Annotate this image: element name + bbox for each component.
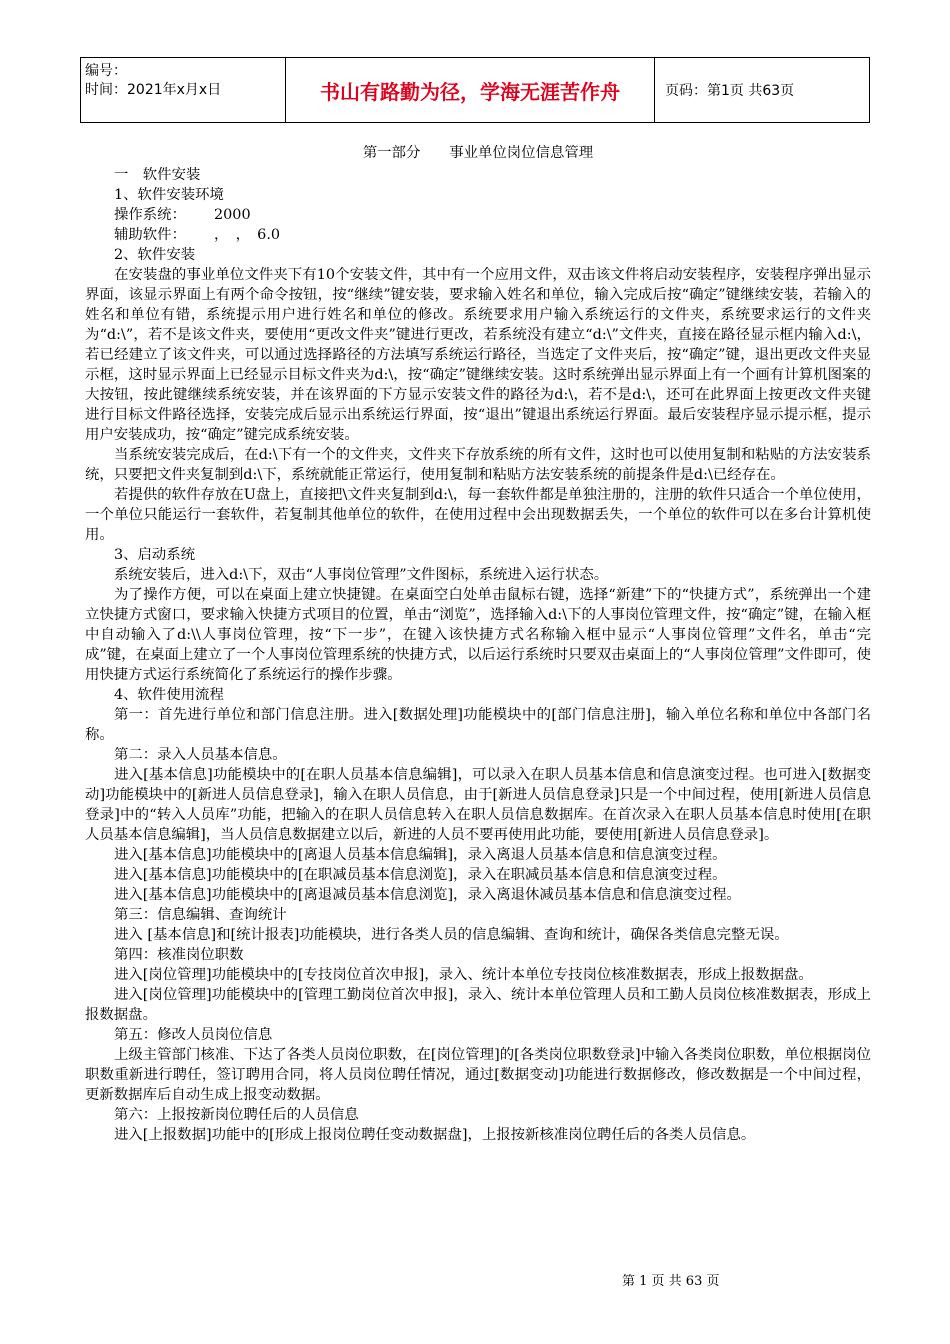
paragraph: 进入 [基本信息]和[统计报表]功能模块，进行各类人员的信息编辑、查询和统计，确保各类信息完整无误。 [114,927,789,943]
os-value: 2000 [214,207,251,223]
paragraph: 上级主管部门核准、下达了各类人员岗位职数，在[岗位管理]的[各类岗位职数登录]中输入各类岗位职数，单位根据岗位职数重新进行聘任，签订聘用合同，将人员岗位聘任情况，通过[数据变动]功能进行数据修改，修改数据是一个中间过程，更新数据库后自动生成上报变动数据。 [85,1047,871,1103]
paragraph: 进入[基本信息]功能模块中的[离退减员基本信息浏览]，录入离退休减员基本信息和信息演变过程。 [114,887,741,903]
doc-title: 第一部分 事业单位岗位信息管理 [362,145,594,161]
aux-row [85,225,871,245]
paragraph: 进入[岗位管理]功能模块中的[管理工勤岗位首次申报]，录入、统计本单位管理人员和工勤人员岗位核准数据表，形成上报数据盘。 [85,987,871,1023]
os-row [85,205,871,225]
paragraph: 为了操作方便，可以在桌面上建立快捷键。在桌面空白处单击鼠标右键，选择“新建”下的“快捷方式”，系统弹出一个建立快捷方式窗口，要求输入快捷方式项目的位置，单击“浏览”，选择输入d:\下的人事岗位管理文件，按“确定”键，在输入框中自动输入了d:\\人事岗位管理，按“下一步”，在键入该快捷方式名称输入框中显示“人事岗位管理”文件名，单击“完成”键，在桌面上建立了一个人事岗位管理系统的快捷方式，以后运行系统时只要双击桌面上的“人事岗位管理”文件即可，使用快捷方式运行系统简化了系统运行的操作步骤。 [85,587,871,683]
code-label: 编号： [85,63,127,79]
paragraph: 在安装盘的事业单位文件夹下有10个安装文件，其中有一个应用文件，双击该文件将启动安装程序，安装程序弹出显示界面，该显示界面上有两个命令按钮，按“继续”键安装，要求输入姓名和单位，输入完成后按“确定”键继续安装，若输入的姓名和单位有错，系统提示用户进行姓名和单位的修改。系统要求用户输入系统运行的文件夹，系统要求运行的文件夹为“d:\”，若不是该文件夹，要使用“更改文件夹”键进行更改，若系统没有建立“d:\”文件夹，直接在路径显示框内输入d:\，若已经建立了该文件夹，可以通过选择路径的方法填写系统运行路径，当选定了文件夹后，按“确定”键，退出更改文件夹显示框，这时显示界面上已经显示目标文件夹为d:\，按“确定”键继续安装。这时系统弹出显示界面上有一个画有计算机图案的大按钮，按此键继续系统安装，并在该界面的下方显示安装文件的路径为d:\，若不是d:\，还可在此界面上按更改文件夹键进行目标文件路径选择，安装完成后显示出系统运行界面，按“退出”键退出系统运行界面。最后安装程序显示提示框，提示用户安装成功，按“确定”键完成系统安装。 [85,267,871,443]
step-heading: 第四：核准岗位职数 [114,947,244,963]
step-heading: 第六：上报按新岗位聘任后的人员信息 [114,1107,359,1123]
paragraph: 进入[岗位管理]功能模块中的[专技岗位首次申报]，录入、统计本单位专技岗位核准数据表，形成上报数据盘。 [114,967,813,983]
paragraph: 第一：首先进行单位和部门信息注册。进入[数据处理]功能模块中的[部门信息注册]，输入单位名称和单位中各部门名称。 [85,707,871,743]
step-heading: 第三：信息编辑、查询统计 [114,907,287,923]
page-footer: 第 1 页 共 63 页 [622,1274,720,1289]
document-body [85,143,871,1145]
subsection-heading: 4、软件使用流程 [114,687,224,703]
aux-label: 辅助软件： [114,227,186,243]
header-meta [81,58,286,123]
subsection-heading: 1、软件安装环境 [114,187,224,203]
subsection-heading: 2、软件安装 [114,247,196,263]
os-label: 操作系统： [114,207,186,223]
header-page-info: 页码：第1页 共63页 [655,58,870,123]
paragraph: 进入[上报数据]功能中的[形成上报岗位聘任变动数据盘]，上报按新核准岗位聘任后的各类人员信息。 [114,1127,756,1143]
aux-value: ， ， 6.0 [214,227,281,243]
paragraph: 系统安装后，进入d:\下，双击“人事岗位管理”文件图标，系统进入运行状态。 [114,567,609,583]
paragraph: 进入[基本信息]功能模块中的[在职人员基本信息编辑]，可以录入在职人员基本信息和信息演变过程。也可进入[数据变动]功能模块中的[新进人员信息登录]，输入在职人员信息，由于[新进人员信息登录]只是一个中间过程，使用[新进人员信息登录]中的“转入人员库”功能，把输入的在职人员信息转入在职人员信息数据库。在首次录入在职人员基本信息时使用[在职人员基本信息编辑]，当人员信息数据建立以后，新进的人员不要再使用此功能，要使用[新进人员信息登录]。 [85,767,871,843]
header-motto: 书山有路勤为径，学海无涯苦作舟 [286,58,655,123]
section-heading: 一 软件安装 [114,167,201,183]
subsection-heading: 3、启动系统 [114,547,196,563]
paragraph: 当系统安装完成后，在d:\下有一个的文件夹，文件夹下存放系统的所有文件，这时也可以使用复制和粘贴的方法安装系统，只要把文件夹复制到d:\下，系统就能正常运行，使用复制和粘贴方法安装系统的前提条件是d:\已经存在。 [85,447,871,483]
paragraph: 若提供的软件存放在U盘上，直接把\文件夹复制到d:\，每一套软件都是单独注册的，注册的软件只适合一个单位使用，一个单位只能运行一套软件，若复制其他单位的软件，在使用过程中会出现数据丢失，一个单位的软件可以在多台计算机使用。 [85,487,871,543]
step-heading: 第二：录入人员基本信息。 [114,747,287,763]
paragraph: 进入[基本信息]功能模块中的[离退人员基本信息编辑]，录入离退人员基本信息和信息演变过程。 [114,847,727,863]
time-label: 时间：2021年x月x日 [85,82,222,98]
header-table [80,57,870,123]
step-heading: 第五：修改人员岗位信息 [114,1027,273,1043]
paragraph: 进入[基本信息]功能模块中的[在职减员基本信息浏览]，录入在职减员基本信息和信息演变过程。 [114,867,727,883]
